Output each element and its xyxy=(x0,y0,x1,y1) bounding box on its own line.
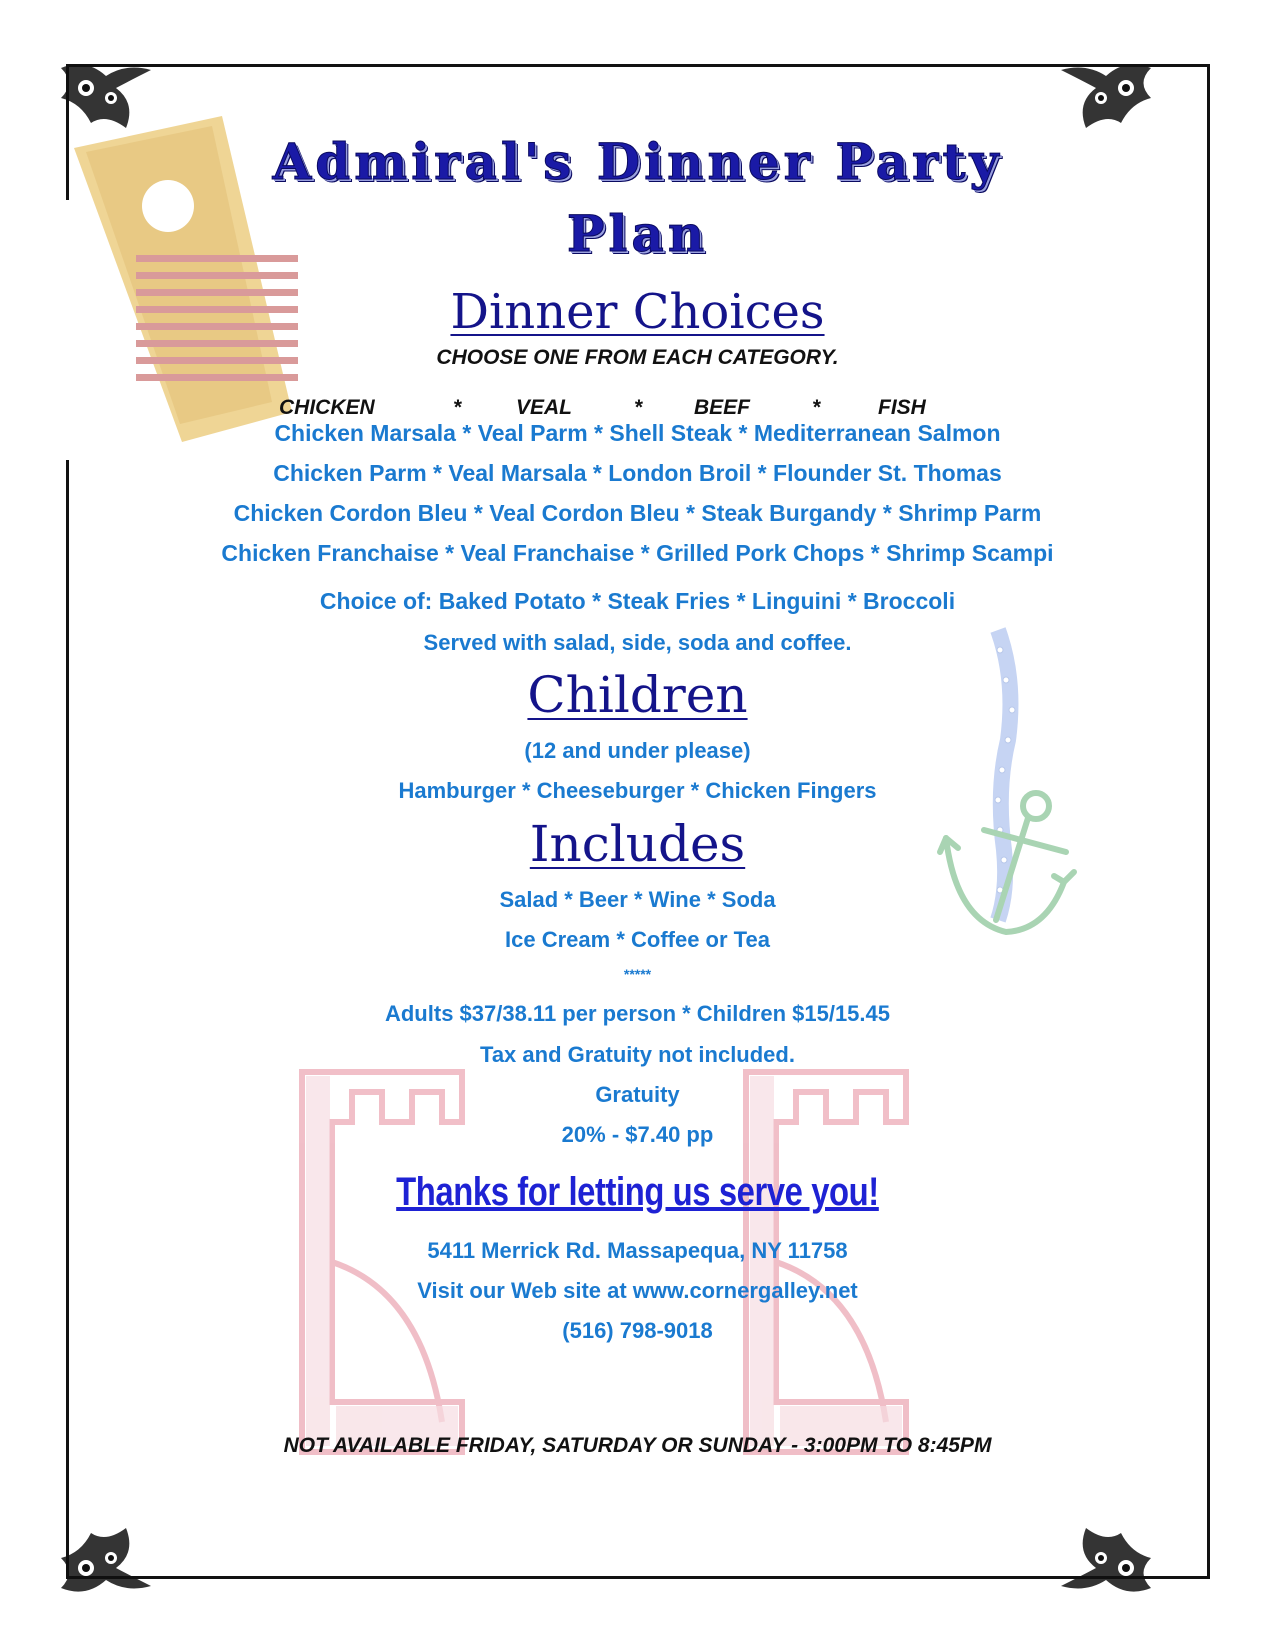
tax-note: Tax and Gratuity not included. xyxy=(480,1042,795,1067)
price-line: Adults $37/38.11 per person * Children $15/15.45 xyxy=(384,1001,890,1026)
flourish-corner-icon xyxy=(56,1518,156,1598)
children-items: Hamburger * Cheeseburger * Chicken Fingers xyxy=(398,778,877,803)
separator-stars: ***** xyxy=(623,966,652,982)
category-beef: BEEF xyxy=(694,396,751,419)
dinner-heading: Dinner Choices xyxy=(450,284,825,340)
title-line-1: Admiral's Dinner Party xyxy=(272,132,1003,191)
title-line-2: Plan xyxy=(566,204,709,263)
children-note: (12 and under please) xyxy=(524,738,751,763)
gratuity-label: Gratuity xyxy=(595,1082,680,1107)
gratuity-value: 20% - $7.40 pp xyxy=(561,1122,714,1147)
address: 5411 Merrick Rd. Massapequa, NY 11758 xyxy=(427,1238,848,1263)
dinner-instruction: CHOOSE ONE FROM EACH CATEGORY. xyxy=(436,346,839,369)
page-title xyxy=(0,126,1275,270)
category-veal: VEAL xyxy=(516,396,573,419)
category-separator: * xyxy=(453,396,462,419)
menu-row: Chicken Marsala * Veal Parm * Shell Steak * Mediterranean Salmon xyxy=(274,420,1001,446)
category-fish: FISH xyxy=(878,396,926,419)
includes-line-1: Salad * Beer * Wine * Soda xyxy=(499,887,776,912)
menu-row: Chicken Franchaise * Veal Franchaise * Grilled Pork Chops * Shrimp Scampi xyxy=(221,540,1054,566)
includes-heading: Includes xyxy=(529,815,746,873)
flourish-corner-icon xyxy=(1056,1518,1156,1598)
availability-footer: NOT AVAILABLE FRIDAY, SATURDAY OR SUNDAY - 3:00PM TO 8:45PM xyxy=(283,1434,992,1457)
phone-number[interactable]: (516) 798-9018 xyxy=(562,1318,713,1343)
menu-row: Chicken Parm * Veal Marsala * London Broil * Flounder St. Thomas xyxy=(273,460,1002,486)
includes-line-2: Ice Cream * Coffee or Tea xyxy=(505,927,770,952)
website-line[interactable]: Visit our Web site at www.cornergalley.net xyxy=(417,1278,858,1303)
menu-row: Chicken Cordon Bleu * Veal Cordon Bleu * Steak Burgandy * Shrimp Parm xyxy=(233,500,1042,526)
category-chicken: CHICKEN xyxy=(279,396,375,419)
sides-line: Choice of: Baked Potato * Steak Fries * Linguini * Broccoli xyxy=(319,588,956,614)
children-heading: Children xyxy=(527,666,748,724)
category-separator: * xyxy=(634,396,643,419)
served-line: Served with salad, side, soda and coffee. xyxy=(423,630,852,655)
thanks-message: Thanks for letting us serve you! xyxy=(396,1170,879,1214)
category-separator: * xyxy=(812,396,821,419)
